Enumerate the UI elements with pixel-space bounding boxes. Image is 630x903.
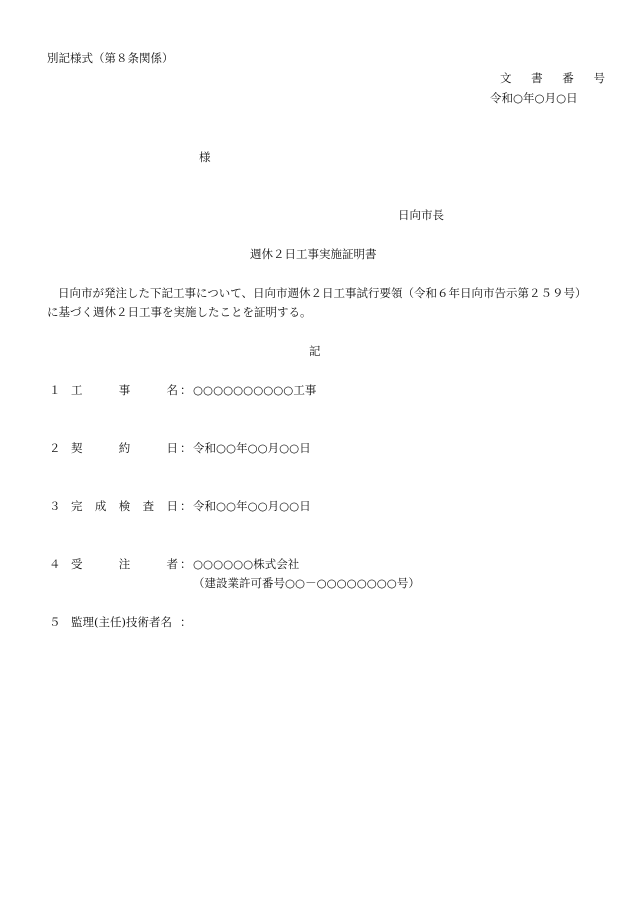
- item-label: 監理(主任)技術者名: [71, 615, 172, 629]
- item-label: [71, 384, 178, 398]
- item-colon: ：: [180, 615, 192, 629]
- item-label: [71, 558, 178, 572]
- item-label: [71, 500, 178, 514]
- item-number: １: [49, 383, 61, 397]
- label-char: 受: [71, 557, 83, 571]
- label-char: 事: [118, 383, 131, 397]
- item-value: 令和○○年○○月○○日: [193, 499, 311, 513]
- item-number: ３: [49, 499, 61, 513]
- label-char: 名: [166, 383, 178, 397]
- item-colon: ：: [180, 441, 192, 455]
- addressee-honorific: 様: [199, 150, 211, 164]
- label-char: 契: [71, 441, 83, 455]
- body-line-2: に基づく週休２日工事を実施したことを証明する。: [47, 305, 312, 319]
- item-number: ５: [49, 615, 61, 629]
- item-sub-value: （建設業許可番号○○－○○○○○○○○号）: [193, 576, 420, 590]
- form-label: 別記様式（第８条関係）: [47, 51, 174, 65]
- label-char: 検: [118, 499, 131, 513]
- item-value: ○○○○○○○○○○工事: [193, 383, 317, 397]
- label-char: 成: [94, 499, 107, 513]
- item-colon: ：: [180, 499, 192, 513]
- item-colon: ：: [180, 557, 192, 571]
- ki-marker: 記: [309, 344, 321, 358]
- item-label: [71, 442, 178, 456]
- label-char: 完: [71, 499, 83, 513]
- document-number-label: 文 書 番 号: [500, 71, 613, 85]
- label-char: 者: [166, 557, 178, 571]
- label-char: 約: [118, 441, 131, 455]
- item-number: ２: [49, 441, 61, 455]
- document-title: 週休２日工事実施証明書: [250, 247, 377, 261]
- item-value: 令和○○年○○月○○日: [193, 441, 311, 455]
- item-colon: ：: [180, 383, 192, 397]
- label-char: 日: [166, 441, 178, 455]
- label-char: 注: [118, 557, 131, 571]
- item-value: ○○○○○○株式会社: [193, 557, 300, 571]
- label-char: 工: [71, 383, 83, 397]
- item-number: ４: [49, 557, 61, 571]
- issuer-name: 日向市長: [398, 208, 444, 222]
- issue-date: 令和○年○月○日: [490, 91, 578, 105]
- label-char: 査: [142, 499, 155, 513]
- body-line-1: 日向市が発注した下記工事について、日向市週休２日工事試行要領（令和６年日向市告示第２５９号）: [58, 286, 587, 300]
- label-char: 日: [166, 499, 178, 513]
